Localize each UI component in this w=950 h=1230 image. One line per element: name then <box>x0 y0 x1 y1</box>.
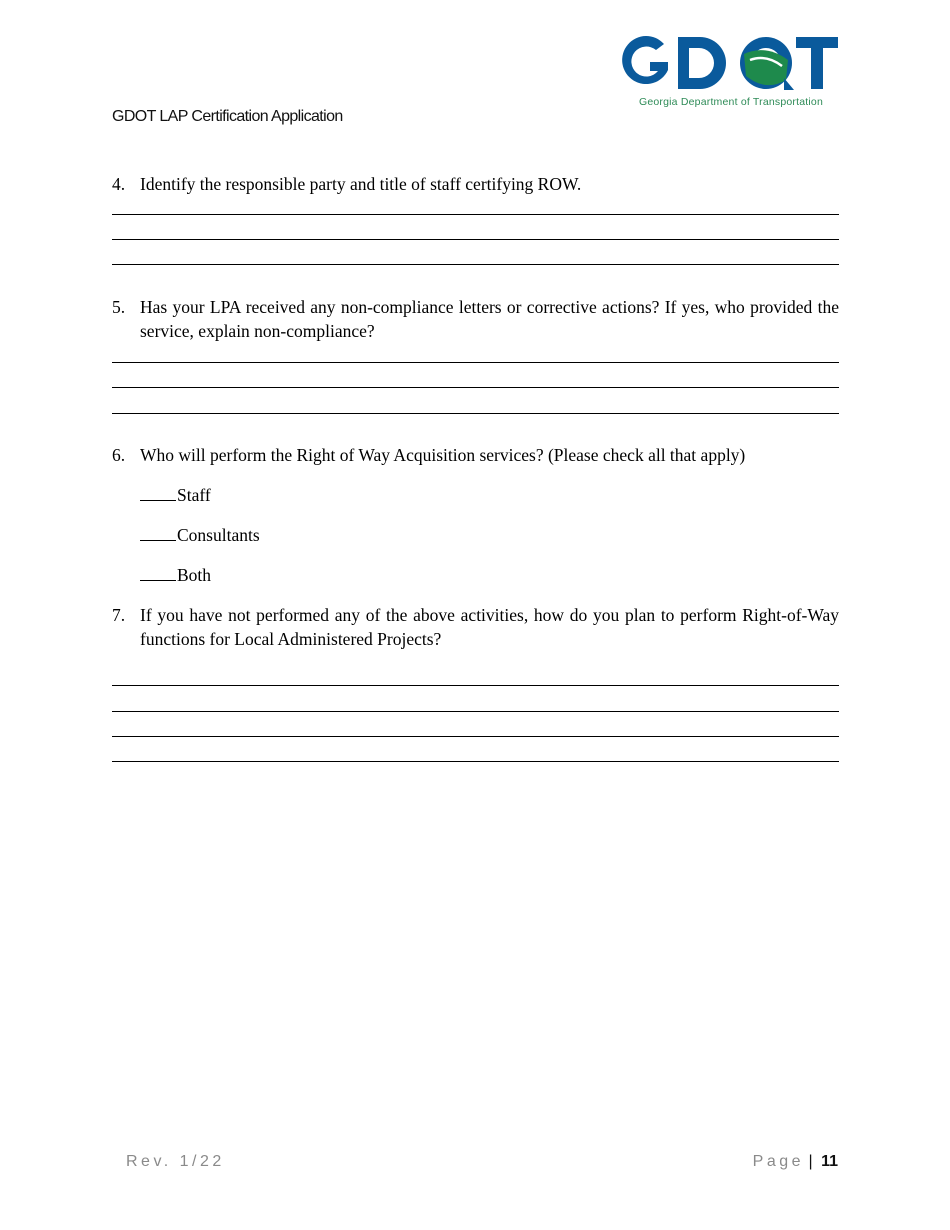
gdot-logo-mark <box>620 30 842 92</box>
option-staff[interactable] <box>140 483 211 507</box>
option-label: Consultants <box>177 525 260 545</box>
checkbox-blank[interactable] <box>140 523 176 541</box>
answer-line[interactable] <box>112 761 839 762</box>
question-number: 6. <box>112 445 126 465</box>
checkbox-blank[interactable] <box>140 483 176 501</box>
question-number: 4. <box>112 174 126 194</box>
revision-label: Rev. 1/22 <box>126 1153 225 1170</box>
question-number: 5. <box>112 297 126 317</box>
answer-line[interactable] <box>112 736 839 737</box>
option-consultants[interactable] <box>140 523 260 547</box>
document-header-title: GDOT LAP Certification Application <box>112 108 343 125</box>
answer-line[interactable] <box>112 362 839 363</box>
page-number: 11 <box>821 1153 838 1170</box>
page-label: Page <box>752 1153 805 1170</box>
question-text: Identify the responsible party and title of staff certifying ROW. <box>140 174 582 194</box>
question-4 <box>112 172 839 196</box>
page-separator: | <box>808 1153 813 1170</box>
answer-line[interactable] <box>112 264 839 265</box>
gdot-logo <box>620 30 842 114</box>
page-indicator <box>753 1153 838 1171</box>
option-label: Staff <box>177 485 211 505</box>
answer-line[interactable] <box>112 711 839 712</box>
answer-line[interactable] <box>112 239 839 240</box>
checkbox-blank[interactable] <box>140 563 176 581</box>
question-6 <box>112 443 839 467</box>
answer-line[interactable] <box>112 214 839 215</box>
answer-line[interactable] <box>112 387 839 388</box>
answer-line[interactable] <box>112 413 839 414</box>
question-5 <box>112 295 839 343</box>
question-7 <box>112 603 839 651</box>
question-text: Has your LPA received any non-compliance letters or corrective actions? If yes, who provided the service, explain non-compliance? <box>140 297 839 341</box>
option-label: Both <box>177 565 212 585</box>
option-both[interactable] <box>140 563 211 587</box>
question-text: Who will perform the Right of Way Acquisition services? (Please check all that apply) <box>140 445 746 465</box>
logo-subtitle: Georgia Department of Transportation <box>638 96 824 108</box>
question-number: 7. <box>112 605 126 625</box>
answer-line[interactable] <box>112 685 839 686</box>
question-text: If you have not performed any of the above activities, how do you plan to perform Right-of-Way functions for Local Administered Projects? <box>140 605 839 649</box>
